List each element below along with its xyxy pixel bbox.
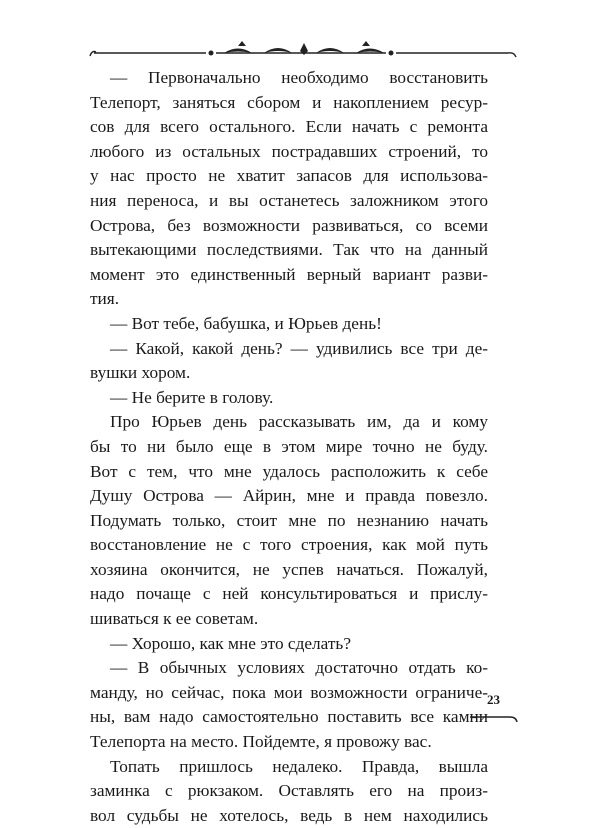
text-line: манду, но сейчас, пока мои возможности ограниче-: [90, 682, 488, 702]
page-text: [90, 66, 488, 828]
text-line: вол судьбы не хотелось, ведь в нем находились: [90, 805, 488, 825]
text-line: тия.: [90, 289, 120, 309]
text-line: Телепорт, заняться сбором и накоплением ресур-: [90, 92, 488, 112]
text-line: сов для всего остального. Если начать с ремонта: [90, 117, 488, 137]
text-line: — Первоначально необходимо восстановить: [110, 68, 488, 87]
text-line: — Хорошо, как мне это сделать?: [110, 633, 351, 653]
text-line: Острова, без возможности развиваться, со всеми: [90, 215, 488, 235]
text-line: вытекающими последствиями. Так что на данный: [90, 240, 488, 260]
text-line: восстановление не с того строения, как мой путь: [90, 535, 488, 555]
text-line: хозяина окончится, не успев начаться. Пожалуй,: [90, 559, 488, 579]
text-line: — Какой, какой день? — удивились все три де-: [110, 338, 488, 358]
text-line: Вот с тем, что мне удалось расположить к себе: [90, 461, 488, 481]
text-line: бы то ни было еще в этом мире точно не буду.: [90, 436, 488, 456]
text-line: у нас просто не хватит запасов для использова-: [90, 166, 488, 186]
text-line: Про Юрьев день рассказывать им, да и кому: [110, 412, 488, 432]
text-line: ния переноса, и вы останетесь заложником этого: [90, 190, 488, 210]
text-line: надо почаще с ней консультироваться и прислу-: [90, 584, 488, 604]
text-line: — В обычных условиях достаточно отдать ко-: [110, 658, 488, 678]
text-line: заминка с рюкзаком. Оставлять его на произ-: [90, 781, 488, 801]
text-line: шиваться к ее советам.: [90, 609, 259, 629]
page-number: 23: [487, 692, 500, 707]
text-line: ны, вам надо самостоятельно поставить все камни: [90, 707, 488, 727]
text-line: Топать пришлось недалеко. Правда, вышла: [110, 756, 488, 776]
header-ornament-icon: [88, 40, 520, 68]
text-line: — Вот тебе, бабушка, и Юрьев день!: [110, 313, 382, 333]
text-line: Душу Острова — Айрин, мне и правда повезло.: [90, 486, 488, 506]
footer-ornament-icon: [470, 710, 522, 724]
text-line: — Не берите в голову.: [110, 387, 274, 407]
text-line: Подумать только, стоит мне по незнанию начать: [90, 510, 488, 530]
text-line: вушки хором.: [90, 363, 191, 383]
text-line: Телепорта на место. Пойдемте, я провожу вас.: [90, 732, 432, 752]
text-line: момент это единственный верный вариант разви-: [90, 264, 488, 284]
text-line: любого из остальных пострадавших строений, то: [90, 141, 488, 161]
